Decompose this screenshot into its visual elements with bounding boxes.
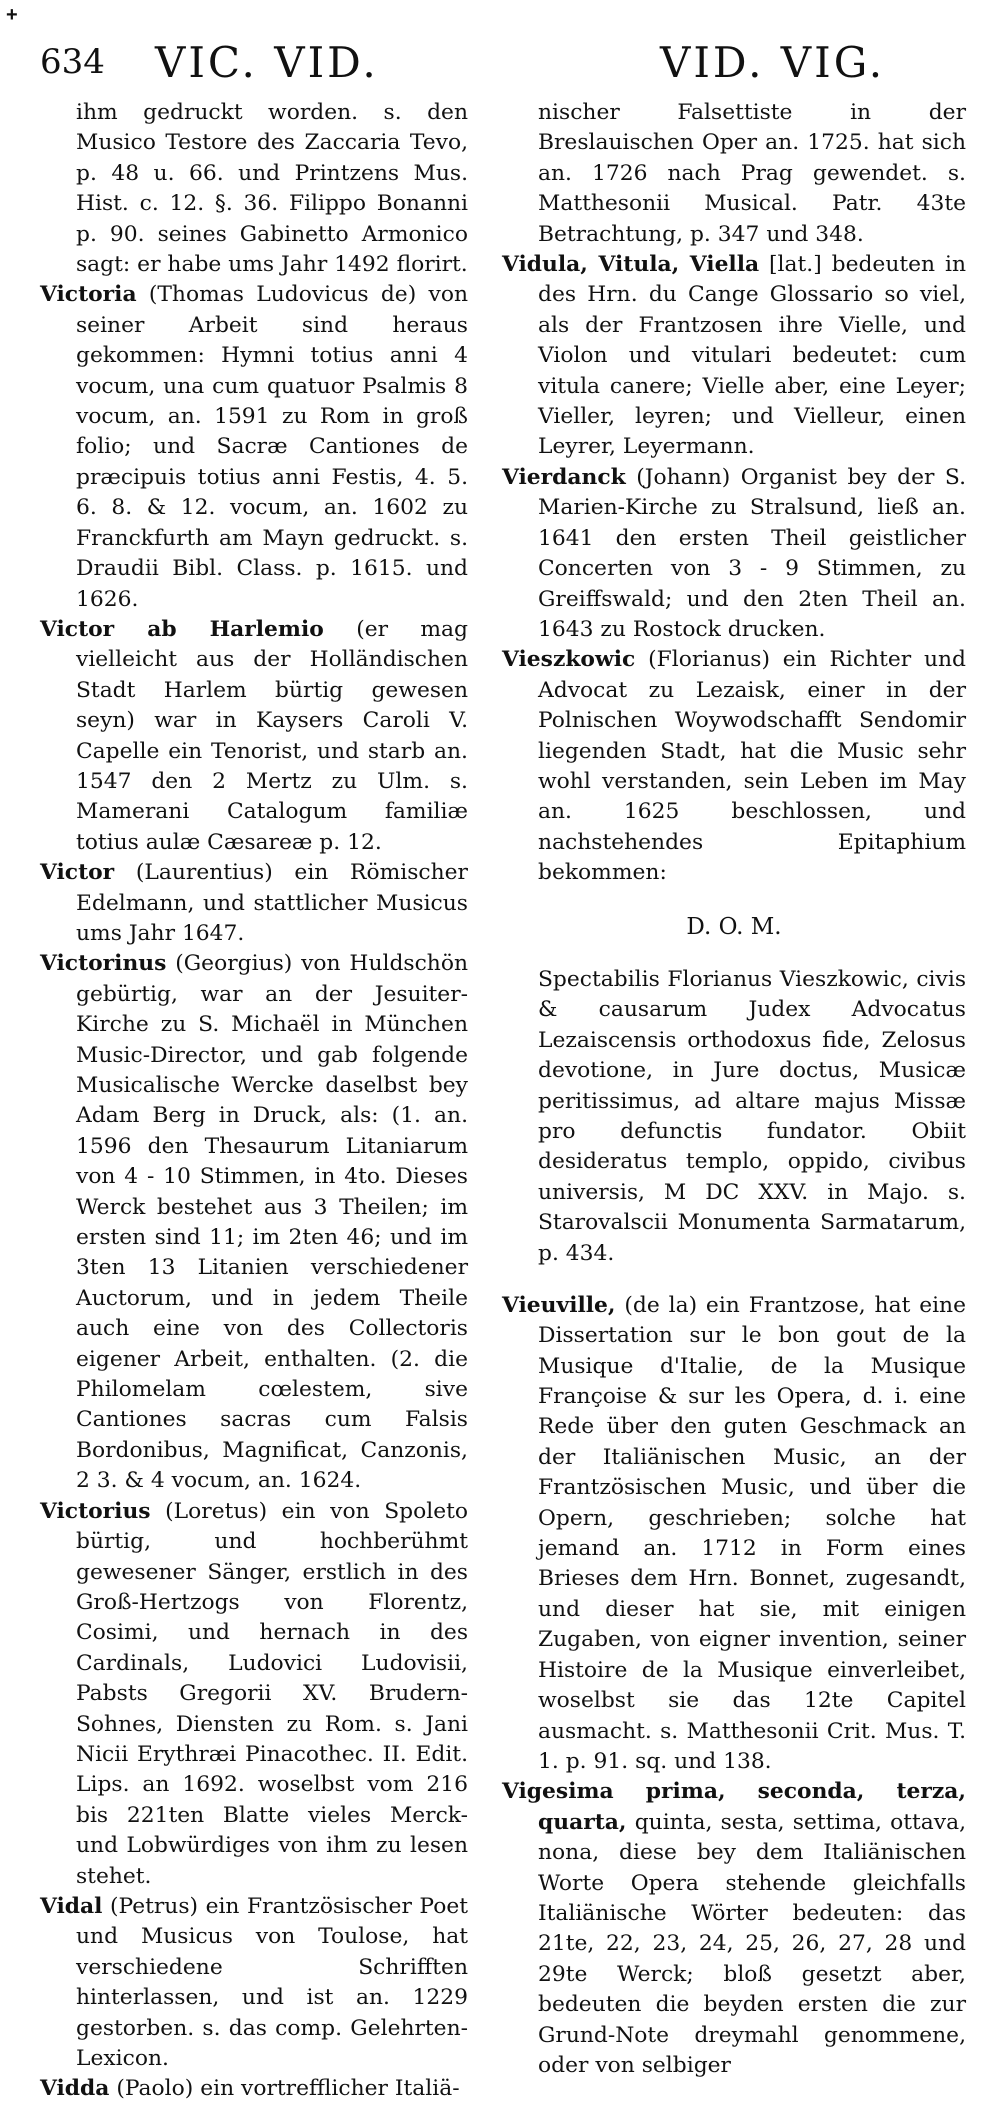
entry-text: [lat.] bedeuten in des Hrn. du Cange Glossario so viel, als der Frantzosen ihre Vielle, und Violon und vitulari bedeutet: cum vitula canere; Vielle aber, eine Leyer; Vieller, leyren; und Vielleur, einen Leyrer, Leyermann. xyxy=(538,252,966,460)
headword: Victor xyxy=(40,860,115,886)
entry xyxy=(502,1777,966,2081)
entry-text: (er mag vielleicht aus der Holländischen Stadt Harlem bürtig gewesen seyn) war in Kaysers Caroli V. Capelle ein Tenorist, und starb an. 1547 den 2 Mertz zu Ulm. s. Mamerani Catalogum familiæ totius aulæ Cæsareæ p. 12. xyxy=(76,616,468,855)
entry-text: ihm gedruckt worden. s. den Musico Testore des Zaccaria Tevo, p. 48 u. 66. und Printzens Mus. Hist. c. 12. §. 36. Filippo Bonanni p. 90. seines Gabinetto Armonico sagt: er habe ums Jahr 1492 florirt. xyxy=(76,100,468,278)
headword: Vierdanck xyxy=(502,464,626,490)
page-number: 634 xyxy=(40,42,105,82)
headword: Vieszkowic xyxy=(502,647,636,673)
entry xyxy=(502,645,966,888)
entry-text: (de la) ein Frantzose, hat eine Dissertation sur le bon gout de la Musique d'Italie, de la Musique Françoise & sur les Opera, d. i. eine Rede über den guten Geschmack an der Italiänischen Music, an der Frantzösischen Music, und über die Opern, geschrieben; solche hat jemand an. 1712 in Form eines Brieses dem Hrn. Bonnet, zugesandt, und dieser hat sie, mit einigen Zugaben, von eigner invention, seiner Histoire de la Musique einverleibet, woselbst sie das 12te Capitel ausmacht. s. Matthesonii Crit. Mus. T. 1. p. 91. sq. und 138. xyxy=(538,1292,966,1774)
headword: Victorinus xyxy=(40,951,167,977)
entry-text: (Georgius) von Huldschön gebürtig, war an der Jesuiter-Kirche zu S. Michaël in München Music-Director, und gab folgende Musicalische Wercke daselbst bey Adam Berg in Druck, als: (1. an. 1596 den Thesaurum Litaniarum von 4 - 10 Stimmen, in 4to. Dieses Werck bestehet aus 3 Theilen; im ersten sind 11; im 2ten 46; und im 3ten 13 Litanien verschiedener Auctorum, und in jedem Theile auch eine von des Collectoris eigener Arbeit, enthalten. (2. die Philomelam cœlestem, sive Cantiones sacras cum Falsis Bordonibus, Magnificat, Canzonis, 2 3. & 4 vocum, an. 1624. xyxy=(76,951,468,1494)
entry-text: (Laurentius) ein Römischer Edelmann, und stattlicher Musicus ums Jahr 1647. xyxy=(76,860,468,946)
entry xyxy=(502,98,966,250)
headword: Vigesima prima, seconda, terza, quarta, xyxy=(502,1779,966,1835)
entry xyxy=(40,280,468,614)
entry-text: (Paolo) ein vortrefflicher Italiä- xyxy=(116,2076,460,2102)
epitaph-text xyxy=(502,965,966,1269)
headword: Victoria xyxy=(40,282,137,308)
entry-text: nischer Falsettiste in der Breslauischen Oper an. 1725. hat sich an. 1726 nach Prag gewendet. s. Matthesonii Musical. Patr. 43te Betrachtung, p. 347 und 348. xyxy=(538,100,966,247)
entry xyxy=(502,463,966,645)
left-column xyxy=(40,98,468,2102)
entry-text: D. O. M. xyxy=(686,913,782,940)
entry xyxy=(40,1497,468,1892)
entry xyxy=(40,1892,468,2074)
right-running-head: VID. VIG. xyxy=(660,38,886,87)
entry-text: (Florianus) ein Richter und Advocat zu Lezaisk, einer in der Polnischen Woywodschafft Sendomir liegenden Stadt, hat die Music sehr wohl verstanden, sein Leben im May an. 1625 beschlossen, und nachstehendes Epitaphium bekommen: xyxy=(538,647,966,886)
entry xyxy=(40,2074,468,2104)
entry xyxy=(40,949,468,1496)
headword: Vidula, Vitula, Viella xyxy=(502,252,760,278)
headword: Vidal xyxy=(40,1893,103,1919)
entry-text: (Johann) Organist bey der S. Marien-Kirche zu Stralsund, ließ an. 1641 den ersten Theil geistlicher Concerten von 3 - 9 Stimmen, zu Greiffswald; und den 2ten Theil an. 1643 zu Rostock drucken. xyxy=(538,464,966,642)
headword: Vidda xyxy=(40,2076,110,2102)
entry-text: (Loretus) ein von Spoleto bürtig, und hochberühmt gewesener Sänger, erstlich in des Groß-Hertzogs von Florentz, Cosimi, und hernach in des Cardinals, Ludovici Ludovisii, Pabsts Gregorii XV. Brudern-Sohnes, Diensten zu Rom. s. Jani Nicii Erythræi Pinacothec. II. Edit. Lips. an 1692. woselbst vom 216 bis 221ten Blatte vieles Merck- und Lobwürdiges von ihm zu lesen stehet. xyxy=(76,1498,468,1889)
headword: Vieuville, xyxy=(502,1292,616,1318)
headword: Victorius xyxy=(40,1498,151,1524)
entry xyxy=(40,615,468,858)
entry-text: (Thomas Ludovicus de) von seiner Arbeit sind heraus gekommen: Hymni totius anni 4 vocum, una cum quatuor Psalmis 8 vocum, an. 1591 zu Rom in groß folio; und Sacræ Cantiones de præcipuis totius anni Festis, 4. 5. 6. 8. & 12. vocum, an. 1602 zu Franckfurth am Mayn gedruckt. s. Draudii Bibl. Class. p. 1615. und 1626. xyxy=(76,282,468,612)
entry xyxy=(40,98,468,280)
entry xyxy=(502,250,966,463)
entry xyxy=(40,858,468,949)
entry-text: Spectabilis Florianus Vieszkowic, civis & causarum Judex Advocatus Lezaiscensis orthodoxus fide, Zelosus devotione, in Jure doctus, Musicæ peritissimus, ad altare majus Missæ pro defunctis fundator. Obiit desideratus templo, oppido, civibus universis, M DC XXV. in Majo. s. Starovalscii Monumenta Sarmatarum, p. 434. xyxy=(538,966,966,1266)
corner-mark: + xyxy=(6,4,18,26)
right-column xyxy=(502,98,966,2078)
entry-text: (Petrus) ein Frantzösischer Poet und Musicus von Toulose, hat verschiedene Schrifften hinterlassen, und ist an. 1229 gestorben. s. das comp. Gelehrten-Lexicon. xyxy=(76,1893,468,2071)
left-running-head: VIC. VID. xyxy=(155,38,379,87)
entry xyxy=(502,1291,966,1778)
headword: Victor ab Harlemio xyxy=(40,616,324,642)
entry-text: quinta, sesta, settima, ottava, nona, diese bey dem Italiänischen Worte Opera stehende gleichfalls Italiänische Wörter bedeuten: das 21te, 22, 23, 24, 25, 26, 27, 28 und 29te Werck; bloß gesetzt aber, bedeuten die beyden ersten die zur Grund-Note dreymahl genommene, oder von selbiger xyxy=(538,1809,966,2078)
epitaph-heading xyxy=(502,912,966,942)
